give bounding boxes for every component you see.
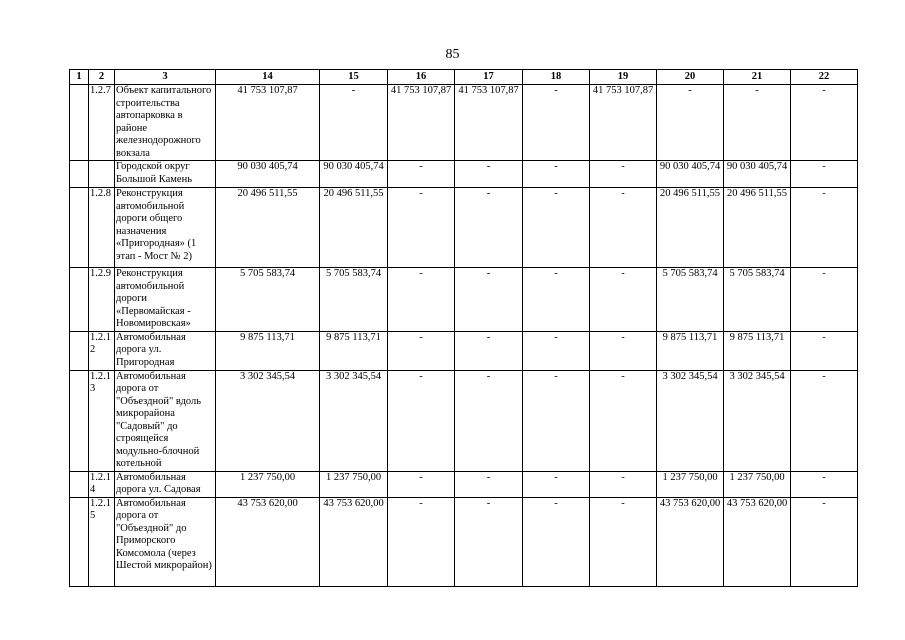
- amount-cell-col-16: -: [388, 188, 455, 268]
- table-row: [70, 188, 858, 268]
- amount-cell-col-17: -: [455, 370, 523, 471]
- amount-cell-col-17: -: [455, 497, 523, 586]
- object-name-cell: Городской округ Большой Камень: [115, 161, 216, 188]
- amount-cell-col-14: 5 705 583,74: [216, 268, 320, 332]
- amount-cell-col-22: -: [791, 188, 858, 268]
- amount-cell-col-16: -: [388, 370, 455, 471]
- amount-cell-col-15: 90 030 405,74: [320, 161, 388, 188]
- column-header-3: 3: [115, 70, 216, 85]
- amount-cell-col-21: 20 496 511,55: [724, 188, 791, 268]
- amount-cell-col-21: 43 753 620,00: [724, 497, 791, 586]
- row-code-cell: [89, 161, 115, 188]
- column-header-21: 21: [724, 70, 791, 85]
- column-header-2: 2: [89, 70, 115, 85]
- row-index-cell: [70, 161, 89, 188]
- row-code-cell: 1.2.14: [89, 471, 115, 497]
- row-index-cell: [70, 268, 89, 332]
- column-header-1: 1: [70, 70, 89, 85]
- amount-cell-col-16: -: [388, 161, 455, 188]
- row-index-cell: [70, 370, 89, 471]
- amount-cell-col-18: -: [523, 161, 590, 188]
- amount-cell-col-21: 5 705 583,74: [724, 268, 791, 332]
- amount-cell-col-19: -: [590, 497, 657, 586]
- amount-cell-col-16: -: [388, 268, 455, 332]
- amount-cell-col-19: -: [590, 161, 657, 188]
- amount-cell-col-16: 41 753 107,87: [388, 85, 455, 161]
- amount-cell-col-18: -: [523, 370, 590, 471]
- row-index-cell: [70, 497, 89, 586]
- row-code-cell: 1.2.8: [89, 188, 115, 268]
- row-index-cell: [70, 471, 89, 497]
- amount-cell-col-15: 43 753 620,00: [320, 497, 388, 586]
- amount-cell-col-14: 1 237 750,00: [216, 471, 320, 497]
- amount-cell-col-14: 43 753 620,00: [216, 497, 320, 586]
- budget-table: [69, 69, 858, 587]
- object-name-cell: Автомобильная дорога от "Объездной" вдоль микрорайона "Садовый" до строящейся модульно-блочной котельной: [115, 370, 216, 471]
- amount-cell-col-19: -: [590, 370, 657, 471]
- amount-cell-col-22: -: [791, 497, 858, 586]
- amount-cell-col-16: -: [388, 331, 455, 370]
- object-name-cell: Автомобильная дорога ул. Пригородная: [115, 331, 216, 370]
- amount-cell-col-21: 3 302 345,54: [724, 370, 791, 471]
- amount-cell-col-14: 20 496 511,55: [216, 188, 320, 268]
- amount-cell-col-14: 3 302 345,54: [216, 370, 320, 471]
- amount-cell-col-18: -: [523, 85, 590, 161]
- amount-cell-col-19: -: [590, 188, 657, 268]
- row-code-cell: 1.2.12: [89, 331, 115, 370]
- amount-cell-col-21: 1 237 750,00: [724, 471, 791, 497]
- row-code-cell: 1.2.9: [89, 268, 115, 332]
- row-index-cell: [70, 85, 89, 161]
- amount-cell-col-18: -: [523, 471, 590, 497]
- amount-cell-col-17: -: [455, 188, 523, 268]
- column-header-18: 18: [523, 70, 590, 85]
- object-name-cell: Объект капитального строительства автопарковка в районе железнодорожного вокзала: [115, 85, 216, 161]
- table-body: [70, 85, 858, 587]
- table-row: [70, 471, 858, 497]
- amount-cell-col-17: -: [455, 471, 523, 497]
- amount-cell-col-19: -: [590, 268, 657, 332]
- object-name-cell: Реконструкция автомобильной дороги общего назначения «Пригородная» (1 этап - Мост № 2): [115, 188, 216, 268]
- amount-cell-col-17: -: [455, 161, 523, 188]
- amount-cell-col-19: -: [590, 331, 657, 370]
- table-row: [70, 370, 858, 471]
- amount-cell-col-22: -: [791, 370, 858, 471]
- table-row: [70, 161, 858, 188]
- amount-cell-col-15: 9 875 113,71: [320, 331, 388, 370]
- amount-cell-col-21: 9 875 113,71: [724, 331, 791, 370]
- amount-cell-col-15: 20 496 511,55: [320, 188, 388, 268]
- page-number: 85: [445, 47, 460, 62]
- row-code-cell: 1.2.7: [89, 85, 115, 161]
- object-name-cell: Реконструкция автомобильной дороги «Первомайская - Новомировская»: [115, 268, 216, 332]
- amount-cell-col-20: 20 496 511,55: [657, 188, 724, 268]
- amount-cell-col-22: -: [791, 331, 858, 370]
- amount-cell-col-18: -: [523, 268, 590, 332]
- amount-cell-col-15: -: [320, 85, 388, 161]
- row-code-cell: 1.2.15: [89, 497, 115, 586]
- amount-cell-col-19: -: [590, 471, 657, 497]
- amount-cell-col-21: 90 030 405,74: [724, 161, 791, 188]
- column-header-20: 20: [657, 70, 724, 85]
- amount-cell-col-18: -: [523, 188, 590, 268]
- column-header-16: 16: [388, 70, 455, 85]
- amount-cell-col-21: -: [724, 85, 791, 161]
- amount-cell-col-17: -: [455, 331, 523, 370]
- row-code-cell: 1.2.13: [89, 370, 115, 471]
- amount-cell-col-17: 41 753 107,87: [455, 85, 523, 161]
- table-row: [70, 497, 858, 586]
- table-row: [70, 85, 858, 161]
- row-index-cell: [70, 331, 89, 370]
- amount-cell-col-20: 9 875 113,71: [657, 331, 724, 370]
- amount-cell-col-20: 90 030 405,74: [657, 161, 724, 188]
- amount-cell-col-20: -: [657, 85, 724, 161]
- amount-cell-col-16: -: [388, 497, 455, 586]
- amount-cell-col-15: 5 705 583,74: [320, 268, 388, 332]
- object-name-cell: Автомобильная дорога от "Объездной" до Приморского Комсомола (через Шестой микрорайон): [115, 497, 216, 586]
- amount-cell-col-19: 41 753 107,87: [590, 85, 657, 161]
- row-index-cell: [70, 188, 89, 268]
- amount-cell-col-14: 41 753 107,87: [216, 85, 320, 161]
- amount-cell-col-20: 3 302 345,54: [657, 370, 724, 471]
- object-name-cell: Автомобильная дорога ул. Садовая: [115, 471, 216, 497]
- amount-cell-col-14: 9 875 113,71: [216, 331, 320, 370]
- amount-cell-col-22: -: [791, 268, 858, 332]
- amount-cell-col-20: 1 237 750,00: [657, 471, 724, 497]
- column-header-14: 14: [216, 70, 320, 85]
- amount-cell-col-22: -: [791, 471, 858, 497]
- amount-cell-col-18: -: [523, 497, 590, 586]
- amount-cell-col-22: -: [791, 85, 858, 161]
- table-row: [70, 331, 858, 370]
- column-header-15: 15: [320, 70, 388, 85]
- amount-cell-col-15: 3 302 345,54: [320, 370, 388, 471]
- table-row: [70, 268, 858, 332]
- amount-cell-col-15: 1 237 750,00: [320, 471, 388, 497]
- amount-cell-col-20: 43 753 620,00: [657, 497, 724, 586]
- column-header-19: 19: [590, 70, 657, 85]
- amount-cell-col-20: 5 705 583,74: [657, 268, 724, 332]
- amount-cell-col-22: -: [791, 161, 858, 188]
- amount-cell-col-17: -: [455, 268, 523, 332]
- column-header-17: 17: [455, 70, 523, 85]
- amount-cell-col-14: 90 030 405,74: [216, 161, 320, 188]
- amount-cell-col-16: -: [388, 471, 455, 497]
- header-row: [70, 70, 858, 85]
- column-header-22: 22: [791, 70, 858, 85]
- amount-cell-col-18: -: [523, 331, 590, 370]
